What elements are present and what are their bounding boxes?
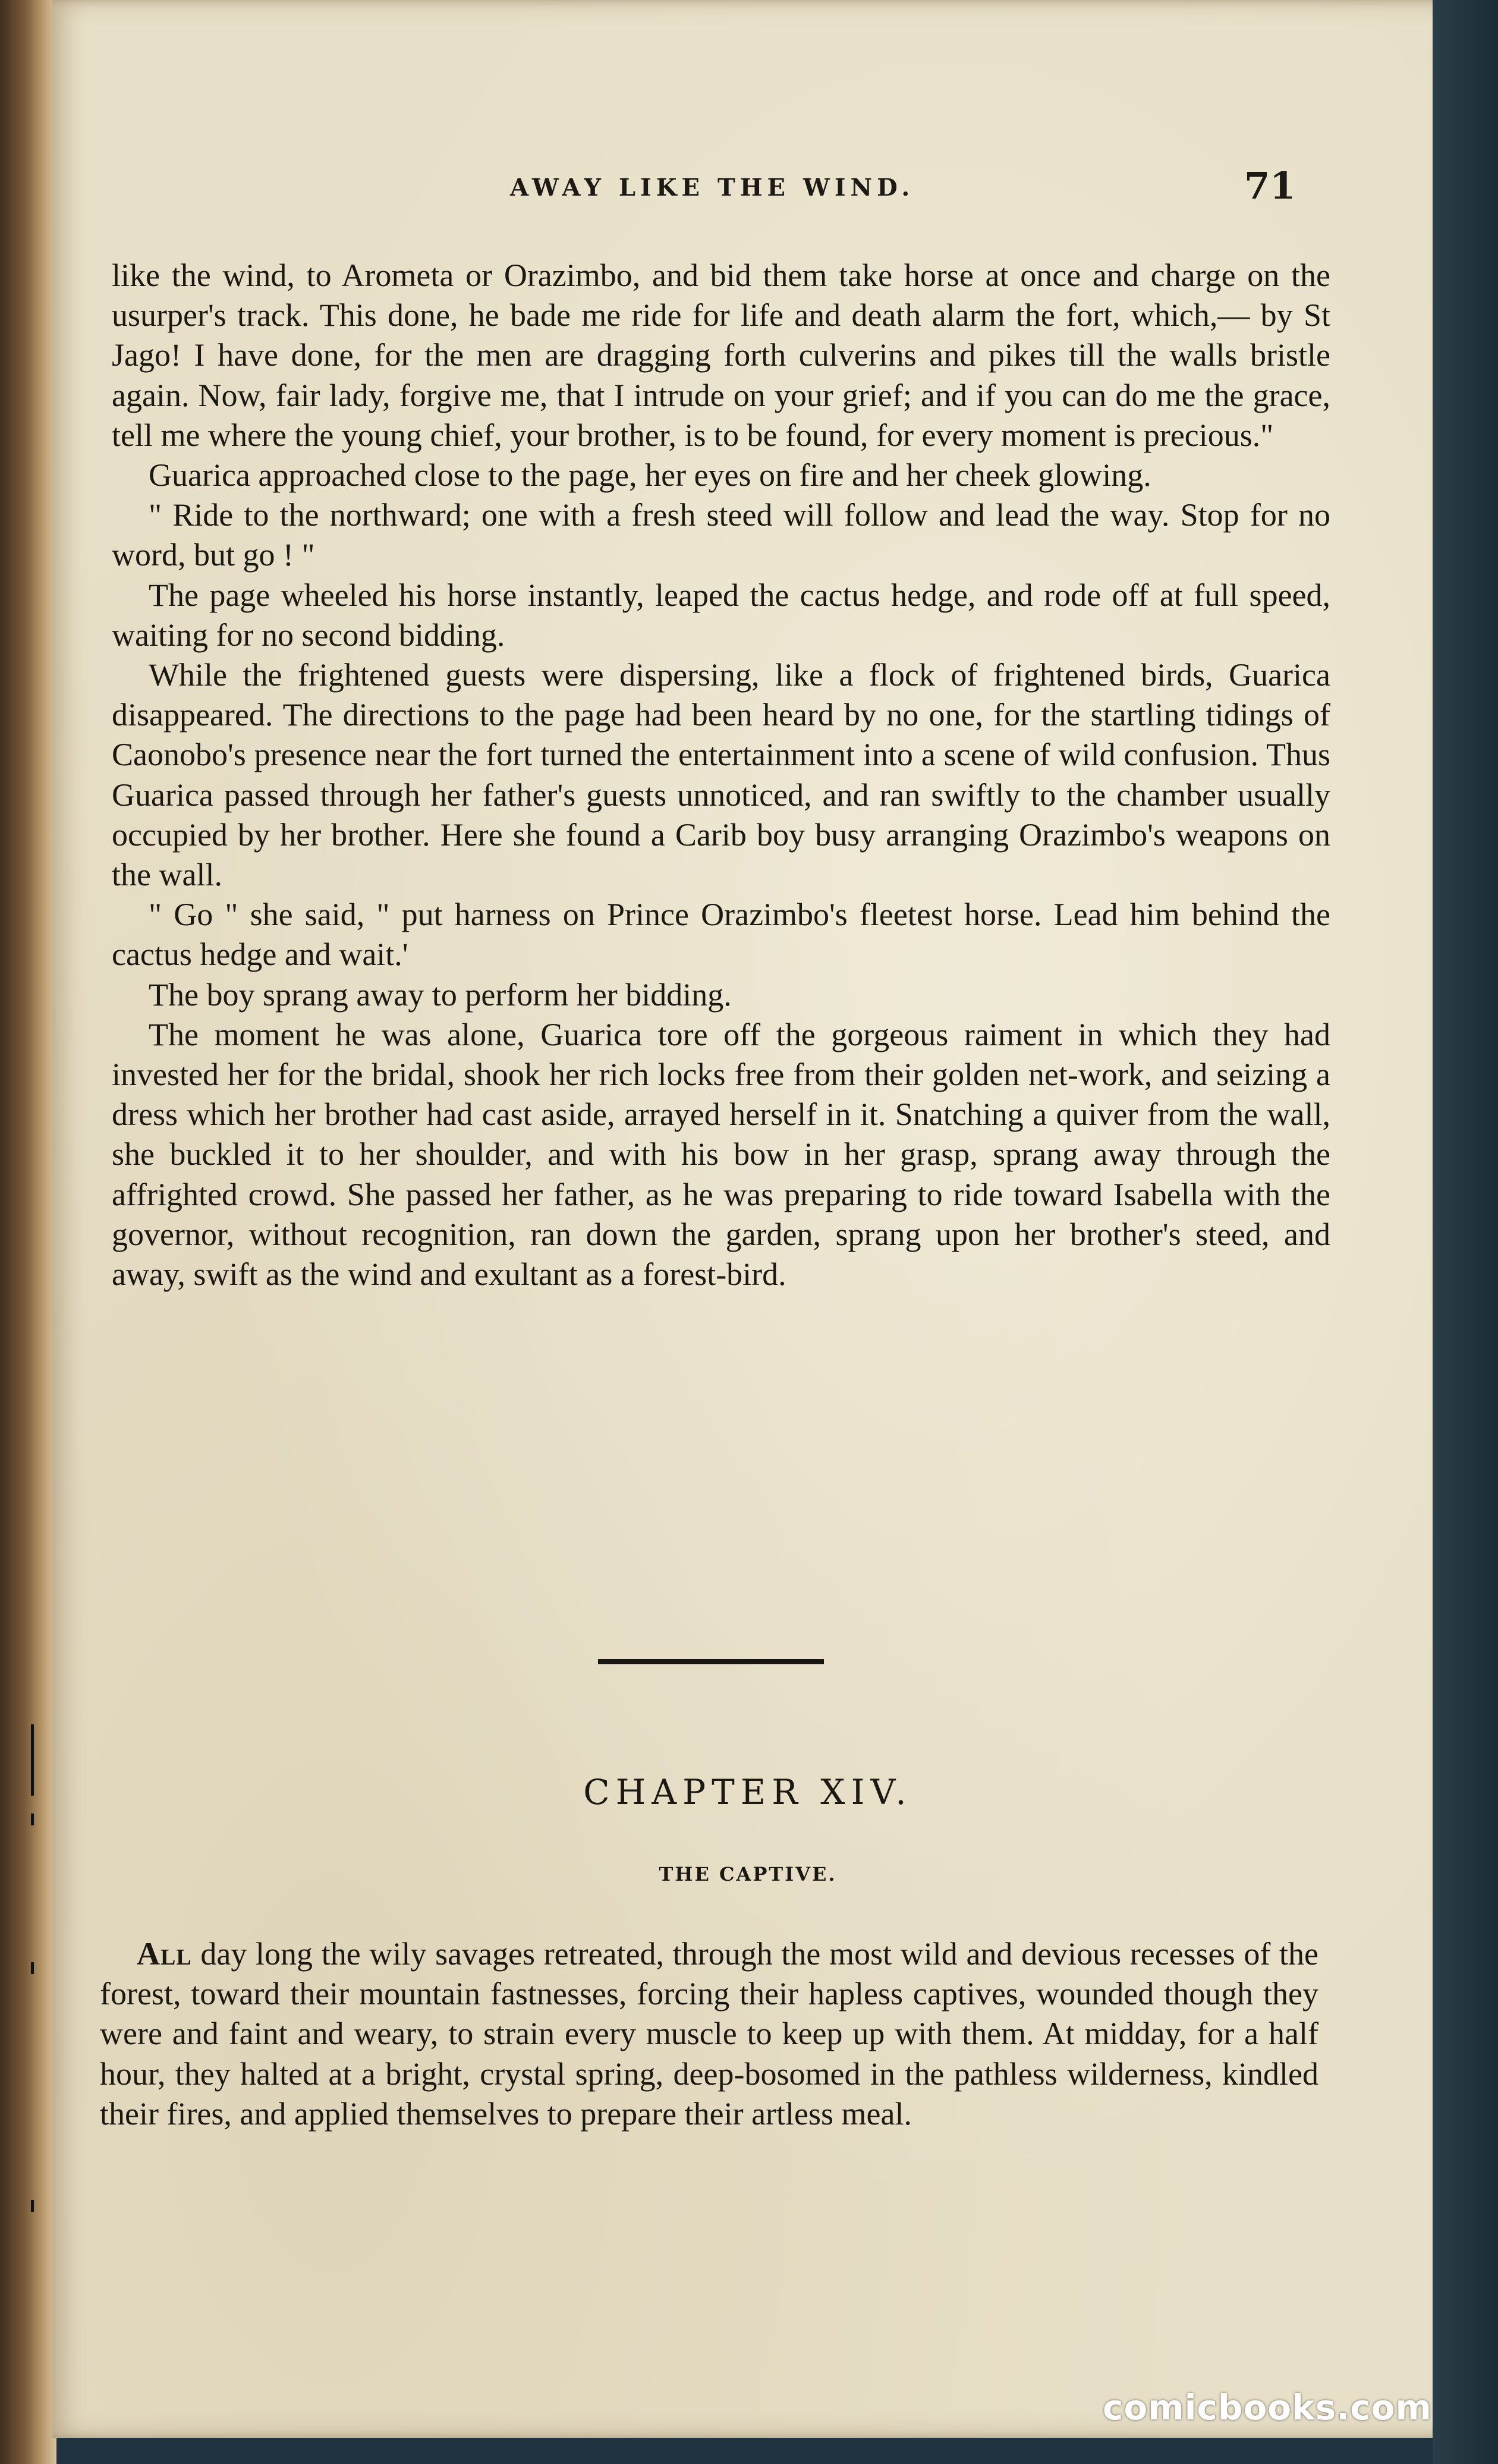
chapter-title: CHAPTER XIV. [583, 1772, 912, 1812]
opening-text: day long the wily savages retreated, through the most wild and devious recesses of the forest, toward their mountain fastnesses, forcing their hapless captives, wounded though they were and faint and weary, to strain every muscle to keep up with them. At midday, for a half hour, they halted at a bright, crystal spring, deep-bosomed in the pathless wilderness, kindled their fires, and applied themselves to prepare their artless meal. [100, 1936, 1318, 2132]
paragraph: The boy sprang away to perform her bidding. [149, 976, 732, 1013]
binding-gutter [0, 0, 56, 2464]
paragraph: " Go " she said, " put harness on Prince Orazimbo's fleetest horse. Lead him behind the cactus hedge and wait.' [112, 897, 1330, 973]
page [52, 0, 1443, 2438]
section-divider [598, 1659, 824, 1664]
paragraph: The page wheeled his horse instantly, leaped the cactus hedge, and rode off at full speed, waiting for no second bidding. [112, 577, 1330, 653]
paragraph: " Ride to the northward; one with a fresh steed will follow and lead the way. Stop for no word, but go ! " [112, 497, 1330, 573]
paragraph: The moment he was alone, Guarica tore off the gorgeous raiment in which they had invested her for the bridal, shook her rich locks free from their golden net-work, and seizing a dress which her brother had cast aside, arrayed herself in it. Snatching a quiver from the wall, she buckled it to her shoulder, and with his bow in her grasp, sprang away through the affrighted crowd. She passed her father, as he was preparing to ride toward Isabella with the governor, without recognition, ran down the garden, sprang upon her brother's steed, and away, swift as the wind and exultant as a forest-bird. [112, 1016, 1330, 1293]
paragraph: While the frightened guests were dispersing, like a flock of frightened birds, Guarica disappeared. The directions to the page had been heard by no one, for the startling tidings of Caonobo's presence near the fort turned the entertainment into a scene of wild confusion. Thus Guarica passed through her father's guests unnoticed, and ran swiftly to the chamber usually occupied by her brother. Here she found a Carib boy busy arranging Orazimbo's weapons on the wall. [112, 657, 1330, 893]
paragraph: like the wind, to Arometa or Orazimbo, and bid them take horse at once and charge on the usurper's track. This done, he bade me ride for life and death alarm the fort, which,— by St Jago! I have done, for the men are dragging forth culverins and pikes till the walls bristle again. Now, fair lady, forgive me, that I intrude on your grief; and if you can do me the grace, tell me where the young chief, your brother, is to be found, for every moment is precious." [112, 257, 1330, 453]
running-title: AWAY LIKE THE WIND. [510, 174, 915, 202]
opening-word: All [137, 1936, 192, 1972]
scan-background-edge [1433, 0, 1498, 2464]
paragraph: Guarica approached close to the page, her eyes on fire and her cheek glowing. [149, 457, 1151, 494]
gutter-mark [31, 1814, 34, 1825]
running-header [52, 164, 1443, 215]
body-text [112, 256, 1330, 1294]
watermark: comicbooks.com [1103, 2387, 1432, 2428]
gutter-mark [31, 1724, 34, 1796]
chapter-subtitle: THE CAPTIVE. [659, 1863, 837, 1885]
chapter-text [100, 1934, 1318, 2134]
chapter-opening-paragraph [100, 1934, 1318, 2134]
page-number: 71 [1244, 164, 1296, 208]
gutter-mark [31, 2200, 34, 2212]
gutter-mark [31, 1962, 34, 1974]
